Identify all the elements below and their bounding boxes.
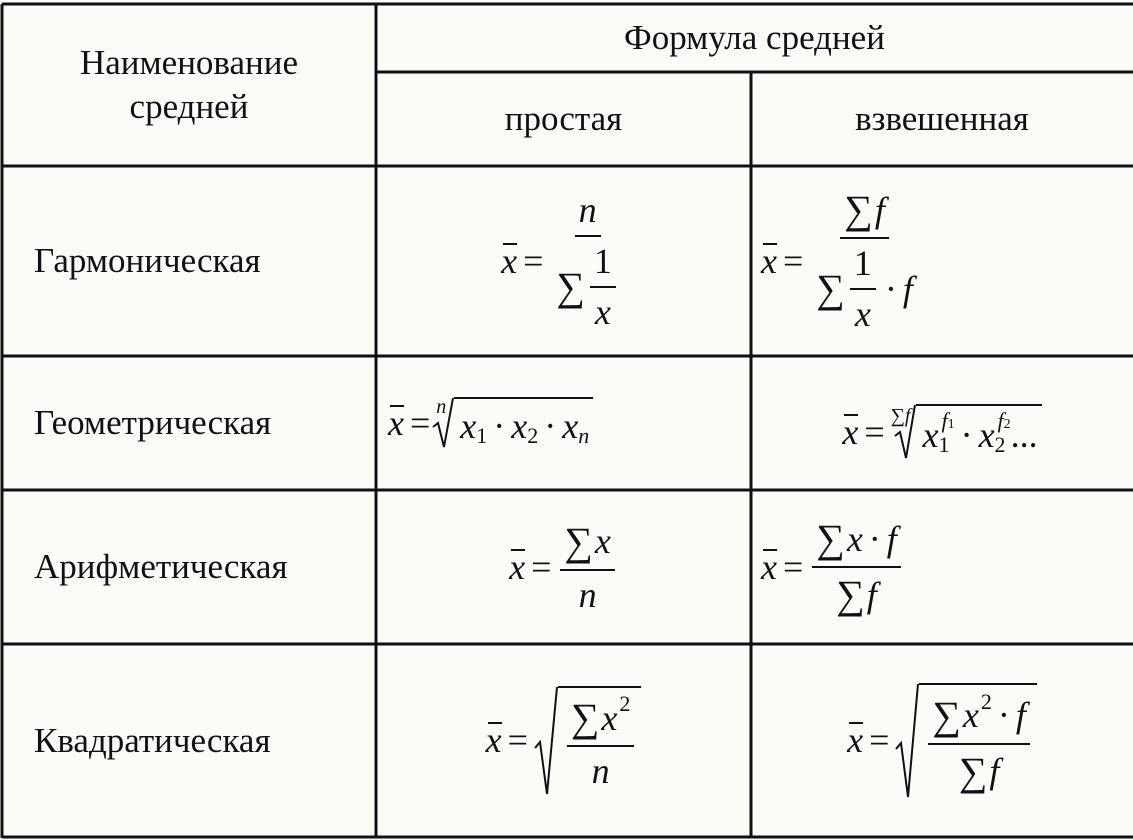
math-symbol: · xyxy=(544,405,557,446)
math-symbol: x xyxy=(854,294,871,334)
math-symbol: = xyxy=(864,411,885,452)
math-symbol: f xyxy=(941,408,948,434)
math-symbol: ∑ xyxy=(844,187,873,232)
math-symbol: 1 xyxy=(590,239,616,288)
header-weighted-cell xyxy=(751,72,1133,166)
math-symbol: x xyxy=(594,521,611,561)
formula-harmonic-simple xyxy=(376,166,751,356)
formula-geometric-simple xyxy=(376,356,751,490)
math-symbol: n xyxy=(436,395,447,418)
arithmetic-label: Арифметическая xyxy=(34,547,288,587)
header-formula-cell xyxy=(376,4,1133,72)
math-symbol: x xyxy=(562,405,579,446)
math-symbol: 2 xyxy=(980,688,992,714)
row-name-harmonic xyxy=(2,166,376,356)
math-symbol: n xyxy=(591,751,610,791)
math-symbol: ∑ xyxy=(816,266,845,311)
math-symbol: · xyxy=(493,405,506,446)
math-symbol: · xyxy=(997,695,1010,735)
math-symbol: n xyxy=(578,423,590,449)
math-symbol: x xyxy=(594,291,611,332)
formula-harmonic-weighted xyxy=(751,166,1133,356)
formula-arithmetic-simple xyxy=(376,490,751,644)
math-symbol: n xyxy=(578,574,597,615)
header-name-cell xyxy=(2,4,376,166)
math-symbol: = xyxy=(782,546,804,587)
math-symbol: ∑ xyxy=(556,263,585,309)
math-symbol: f xyxy=(886,518,897,559)
math-symbol: = xyxy=(409,402,431,443)
math-symbol: f xyxy=(989,751,1000,791)
math-symbol: = xyxy=(869,720,890,760)
math-symbol: ... xyxy=(1010,414,1038,455)
math-symbol: 2 xyxy=(527,423,539,449)
math-symbol: 1 xyxy=(938,432,950,458)
math-symbol: f xyxy=(904,404,911,427)
math-symbol: x xyxy=(842,410,858,455)
math-symbol: x xyxy=(509,545,525,590)
math-symbol: f xyxy=(902,268,913,309)
math-symbol: ∑ xyxy=(570,695,600,740)
quadratic-label: Квадратическая xyxy=(34,720,271,760)
formula-quadratic-weighted xyxy=(751,644,1133,837)
row-name-geometric xyxy=(2,356,376,490)
math-symbol: x xyxy=(978,414,995,455)
math-symbol: f xyxy=(866,574,877,615)
math-symbol: · xyxy=(884,268,897,309)
math-symbol: f xyxy=(1015,695,1026,735)
math-symbol: = xyxy=(531,546,552,587)
math-symbol: x xyxy=(761,239,777,284)
math-symbol: ∑ xyxy=(816,516,845,561)
row-name-quadratic xyxy=(2,644,376,837)
math-symbol: f xyxy=(997,408,1004,434)
math-symbol: n xyxy=(575,188,601,237)
math-symbol: x xyxy=(846,518,863,559)
header-name-label: Наименование средней xyxy=(79,43,299,126)
math-symbol: ∑ xyxy=(564,518,593,564)
math-symbol: · xyxy=(960,414,973,455)
math-symbol: 2 xyxy=(619,691,631,717)
row-name-arithmetic xyxy=(2,490,376,644)
math-symbol: 1 xyxy=(476,423,488,449)
math-symbol: ∑ xyxy=(890,404,905,427)
harmonic-label: Гармоническая xyxy=(34,241,261,281)
header-weighted-label: взвешенная xyxy=(855,99,1029,139)
header-simple-cell xyxy=(376,72,751,166)
math-symbol: · xyxy=(868,518,881,559)
math-symbol: ∑ xyxy=(932,692,961,738)
math-symbol: 2 xyxy=(1003,417,1011,433)
math-symbol: x xyxy=(460,405,477,446)
math-symbol: x xyxy=(962,695,979,735)
math-symbol: x xyxy=(511,405,528,446)
math-symbol: x xyxy=(601,697,618,738)
header-simple-label: простая xyxy=(504,99,623,139)
math-symbol: x xyxy=(761,545,777,590)
formula-quadratic-simple xyxy=(376,644,751,837)
math-symbol: ∑ xyxy=(958,748,988,794)
math-symbol: ∑ xyxy=(836,572,865,617)
math-symbol: x xyxy=(388,401,404,446)
math-symbol: 2 xyxy=(994,432,1006,458)
math-symbol: 1 xyxy=(947,417,955,433)
math-symbol: = xyxy=(523,240,544,281)
math-symbol: x xyxy=(847,718,863,763)
header-formula-label: Формула средней xyxy=(624,18,885,58)
math-symbol: x xyxy=(486,718,502,763)
math-symbol: 1 xyxy=(850,241,876,290)
math-symbol: x xyxy=(922,414,939,455)
formula-geometric-weighted xyxy=(751,356,1133,490)
math-symbol: f xyxy=(874,189,885,230)
formula-arithmetic-weighted xyxy=(751,490,1133,644)
math-symbol: = xyxy=(507,720,528,760)
math-symbol: = xyxy=(782,240,804,281)
geometric-label: Геометрическая xyxy=(34,403,272,443)
math-symbol: x xyxy=(501,239,517,284)
